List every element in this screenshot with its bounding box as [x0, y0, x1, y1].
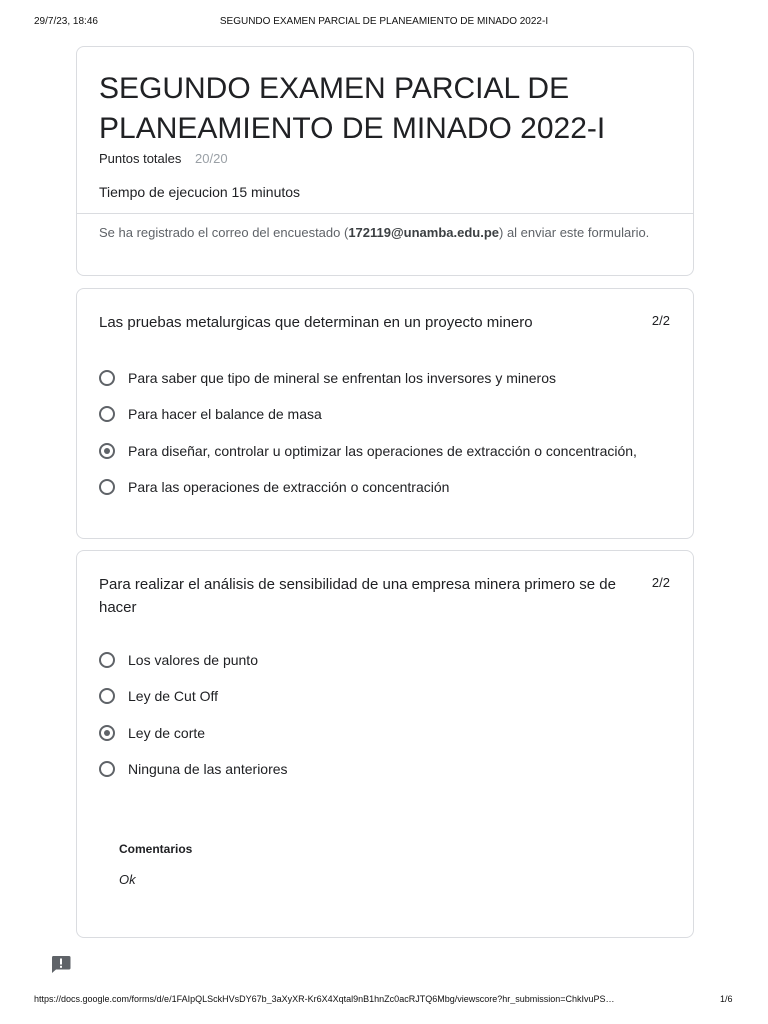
radio-button[interactable]: [99, 370, 115, 386]
radio-button[interactable]: [99, 479, 115, 495]
radio-button-selected[interactable]: [99, 443, 115, 459]
page-url: https://docs.google.com/forms/d/e/1FAIpQLSckHVsDY67b_3aXyXR-Kr6X4Xqtal9nB1hnZc0acRJTQ6Mbg/viewscore?hr_submission=ChkIvuPS…: [34, 994, 615, 1004]
page-number: 1/6: [720, 994, 733, 1004]
email-note: [99, 223, 659, 242]
header-divider: [77, 213, 693, 214]
radio-button[interactable]: [99, 688, 115, 704]
option-item-selected[interactable]: [99, 722, 205, 744]
points-value: 20/20: [195, 151, 228, 166]
respondent-email: 172119@unamba.edu.pe: [348, 225, 500, 240]
option-item[interactable]: [99, 403, 322, 425]
option-label: Para las operaciones de extracción o concentración: [128, 479, 450, 495]
email-note-suffix: ) al enviar este formulario.: [499, 225, 650, 240]
print-title: SEGUNDO EXAMEN PARCIAL DE PLANEAMIENTO DE MINADO 2022-I: [219, 16, 549, 27]
option-label: Ley de corte: [128, 725, 206, 741]
print-datetime: 29/7/23, 18:46: [34, 16, 98, 27]
radio-button-selected[interactable]: [99, 725, 115, 741]
comment-text: Ok: [119, 872, 136, 887]
print-header: [0, 16, 768, 30]
comment-label: Comentarios: [119, 842, 193, 856]
feedback-icon[interactable]: [50, 954, 72, 974]
option-label: Para diseñar, controlar u optimizar las operaciones de extracción o concentración,: [128, 443, 637, 459]
points-label: Puntos totales: [99, 151, 182, 166]
form-title: SEGUNDO EXAMEN PARCIAL DE PLANEAMIENTO DE MINADO 2022-I: [99, 72, 606, 145]
option-label: Ley de Cut Off: [128, 688, 219, 704]
radio-button[interactable]: [99, 652, 115, 668]
question-score: 2/2: [651, 575, 670, 590]
option-label: Ninguna de las anteriores: [128, 761, 288, 777]
option-item-selected[interactable]: [99, 440, 637, 462]
option-item[interactable]: [99, 685, 218, 707]
question-card-2: [76, 550, 694, 938]
option-item[interactable]: [99, 649, 258, 671]
form-description: Tiempo de ejecucion 15 minutos: [99, 184, 301, 200]
option-item[interactable]: [99, 367, 556, 389]
form-header-card: [76, 46, 694, 276]
email-note-prefix: Se ha registrado el correo del encuestado (: [99, 225, 349, 240]
option-label: Los valores de punto: [128, 652, 258, 668]
radio-button[interactable]: [99, 406, 115, 422]
total-points: [99, 151, 228, 166]
question-score: 2/2: [651, 313, 670, 328]
option-label: Para saber que tipo de mineral se enfrentan los inversores y mineros: [128, 370, 556, 386]
question-card-1: [76, 288, 694, 539]
question-text: Para realizar el análisis de sensibilidad de una empresa minera primero se de hacer: [99, 576, 616, 616]
question-text: Las pruebas metalurgicas que determinan en un proyecto minero: [99, 314, 533, 331]
option-item[interactable]: [99, 758, 288, 780]
radio-button[interactable]: [99, 761, 115, 777]
option-label: Para hacer el balance de masa: [128, 406, 322, 422]
option-item[interactable]: [99, 476, 449, 498]
